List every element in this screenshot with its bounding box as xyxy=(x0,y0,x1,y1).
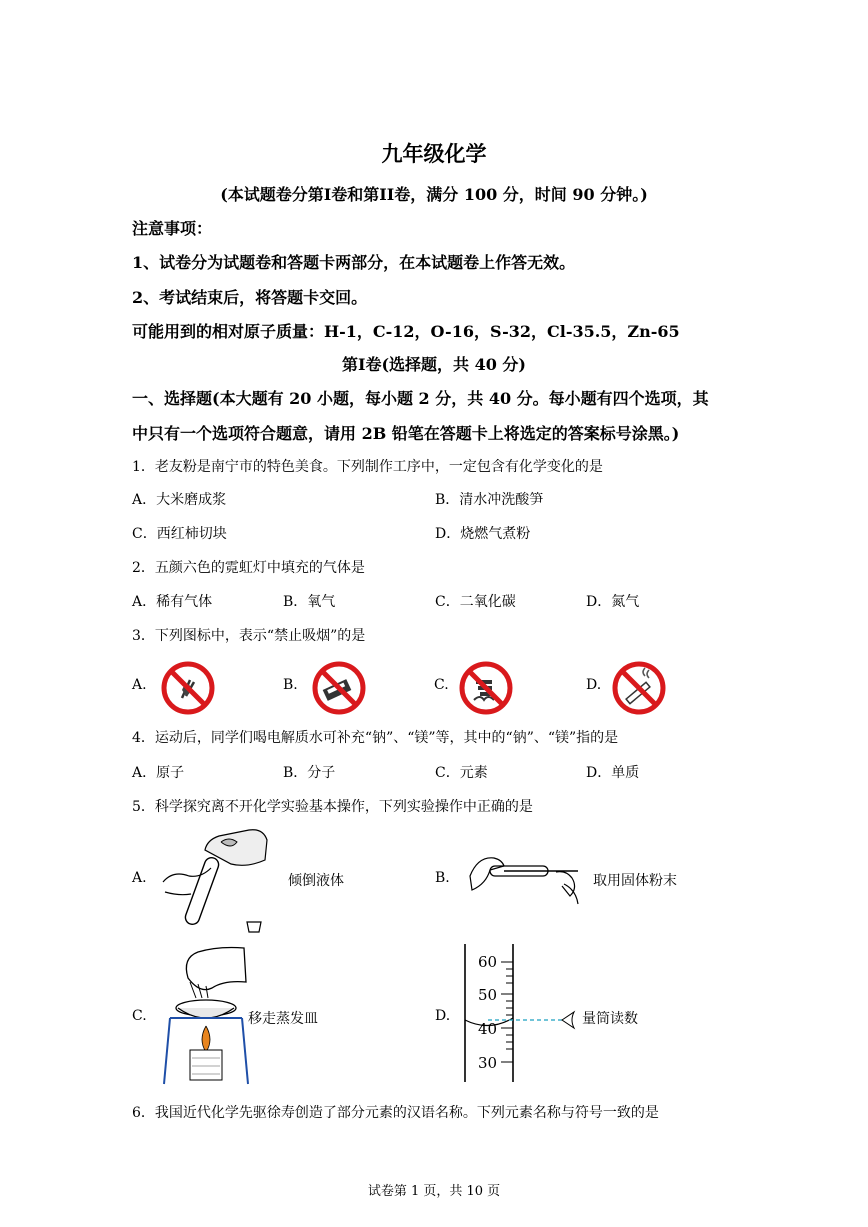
q5-b-caption: 取用固体粉末 xyxy=(593,873,677,889)
section1-instructions-line1: 一、选择题(本大题有 20 小题，每小题 2 分，共 40 分。每小题有四个选项，其 xyxy=(132,389,709,408)
exam-subtitle: (本试题卷分第I卷和第II卷，满分 100 分，时间 90 分钟。) xyxy=(220,185,648,204)
q1-option-a[interactable]: A．大米磨成浆 xyxy=(132,492,227,508)
question-2-stem: 2．五颜六色的霓虹灯中填充的气体是 xyxy=(132,560,365,576)
no-stacking-combustibles-sign-icon[interactable] xyxy=(458,660,514,716)
q4-option-b[interactable]: B．分子 xyxy=(283,765,336,781)
note-item-1: 1、试卷分为试题卷和答题卡两部分，在本试题卷上作答无效。 xyxy=(132,253,576,272)
q2-option-d[interactable]: D．氮气 xyxy=(586,594,640,610)
q1-option-d[interactable]: D．烧燃气煮粉 xyxy=(435,526,531,542)
question-6-stem: 6．我国近代化学先驱徐寿创造了部分元素的汉语名称。下列元素名称与符号一致的是 xyxy=(132,1105,659,1121)
evaporating-dish-illustration xyxy=(160,942,250,1087)
q5-a-caption: 倾倒液体 xyxy=(288,873,344,889)
pouring-liquid-illustration xyxy=(155,826,285,936)
section1-instructions-line2: 中只有一个选项符合题意，请用 2B 铅笔在答题卡上将选定的答案标号涂黑。) xyxy=(132,424,680,443)
no-open-flame-sign-icon[interactable] xyxy=(160,660,216,716)
q1-option-c[interactable]: C．西红柿切块 xyxy=(132,526,227,542)
question-3-stem: 3．下列图标中，表示“禁止吸烟”的是 xyxy=(132,628,366,644)
cylinder-tick-60: 60 xyxy=(478,953,498,971)
notes-heading: 注意事项： xyxy=(132,219,213,238)
q5-option-b[interactable]: B. xyxy=(435,870,450,886)
q3-option-c[interactable]: C. xyxy=(434,677,449,693)
cylinder-tick-40: 40 xyxy=(478,1020,498,1038)
q3-option-b[interactable]: B. xyxy=(283,677,298,693)
question-4-stem: 4．运动后，同学们喝电解质水可补充“钠”、“镁”等，其中的“钠”、“镁”指的是 xyxy=(132,730,619,746)
q4-option-a[interactable]: A．原子 xyxy=(132,765,185,781)
q2-option-b[interactable]: B．氧气 xyxy=(283,594,336,610)
q5-option-d[interactable]: D. xyxy=(435,1008,451,1024)
no-explosives-sign-icon[interactable] xyxy=(311,660,367,716)
powder-sampling-illustration xyxy=(460,846,590,910)
q1-option-b[interactable]: B．清水冲洗酸笋 xyxy=(435,492,544,508)
no-smoking-sign-icon[interactable] xyxy=(611,660,667,716)
q2-option-c[interactable]: C．二氧化碳 xyxy=(435,594,516,610)
cylinder-tick-50: 50 xyxy=(478,986,498,1004)
q2-option-a[interactable]: A．稀有气体 xyxy=(132,594,213,610)
q4-option-c[interactable]: C．元素 xyxy=(435,765,488,781)
q4-option-d[interactable]: D．单质 xyxy=(586,765,640,781)
cylinder-tick-30: 30 xyxy=(478,1054,498,1072)
question-1-stem: 1．老友粉是南宁市的特色美食。下列制作工序中，一定包含有化学变化的是 xyxy=(132,459,603,475)
q5-c-caption: 移走蒸发皿 xyxy=(248,1011,318,1027)
q5-option-c[interactable]: C. xyxy=(132,1008,147,1024)
atomic-masses: 可能用到的相对原子质量：H-1，C-12，O-16，S-32，Cl-35.5，Zn-65 xyxy=(132,322,680,341)
question-5-stem: 5．科学探究离不开化学实验基本操作，下列实验操作中正确的是 xyxy=(132,799,533,815)
page-footer: 试卷第 1 页，共 10 页 xyxy=(367,1184,501,1199)
q3-option-d[interactable]: D. xyxy=(586,677,602,693)
part1-header: 第I卷(选择题，共 40 分) xyxy=(341,355,527,374)
q3-option-a[interactable]: A. xyxy=(132,677,147,693)
q5-d-caption: 量筒读数 xyxy=(582,1011,638,1027)
q5-option-a[interactable]: A. xyxy=(132,870,147,886)
page-title: 九年级化学 xyxy=(381,141,487,166)
note-item-2: 2、考试结束后，将答题卡交回。 xyxy=(132,288,368,307)
